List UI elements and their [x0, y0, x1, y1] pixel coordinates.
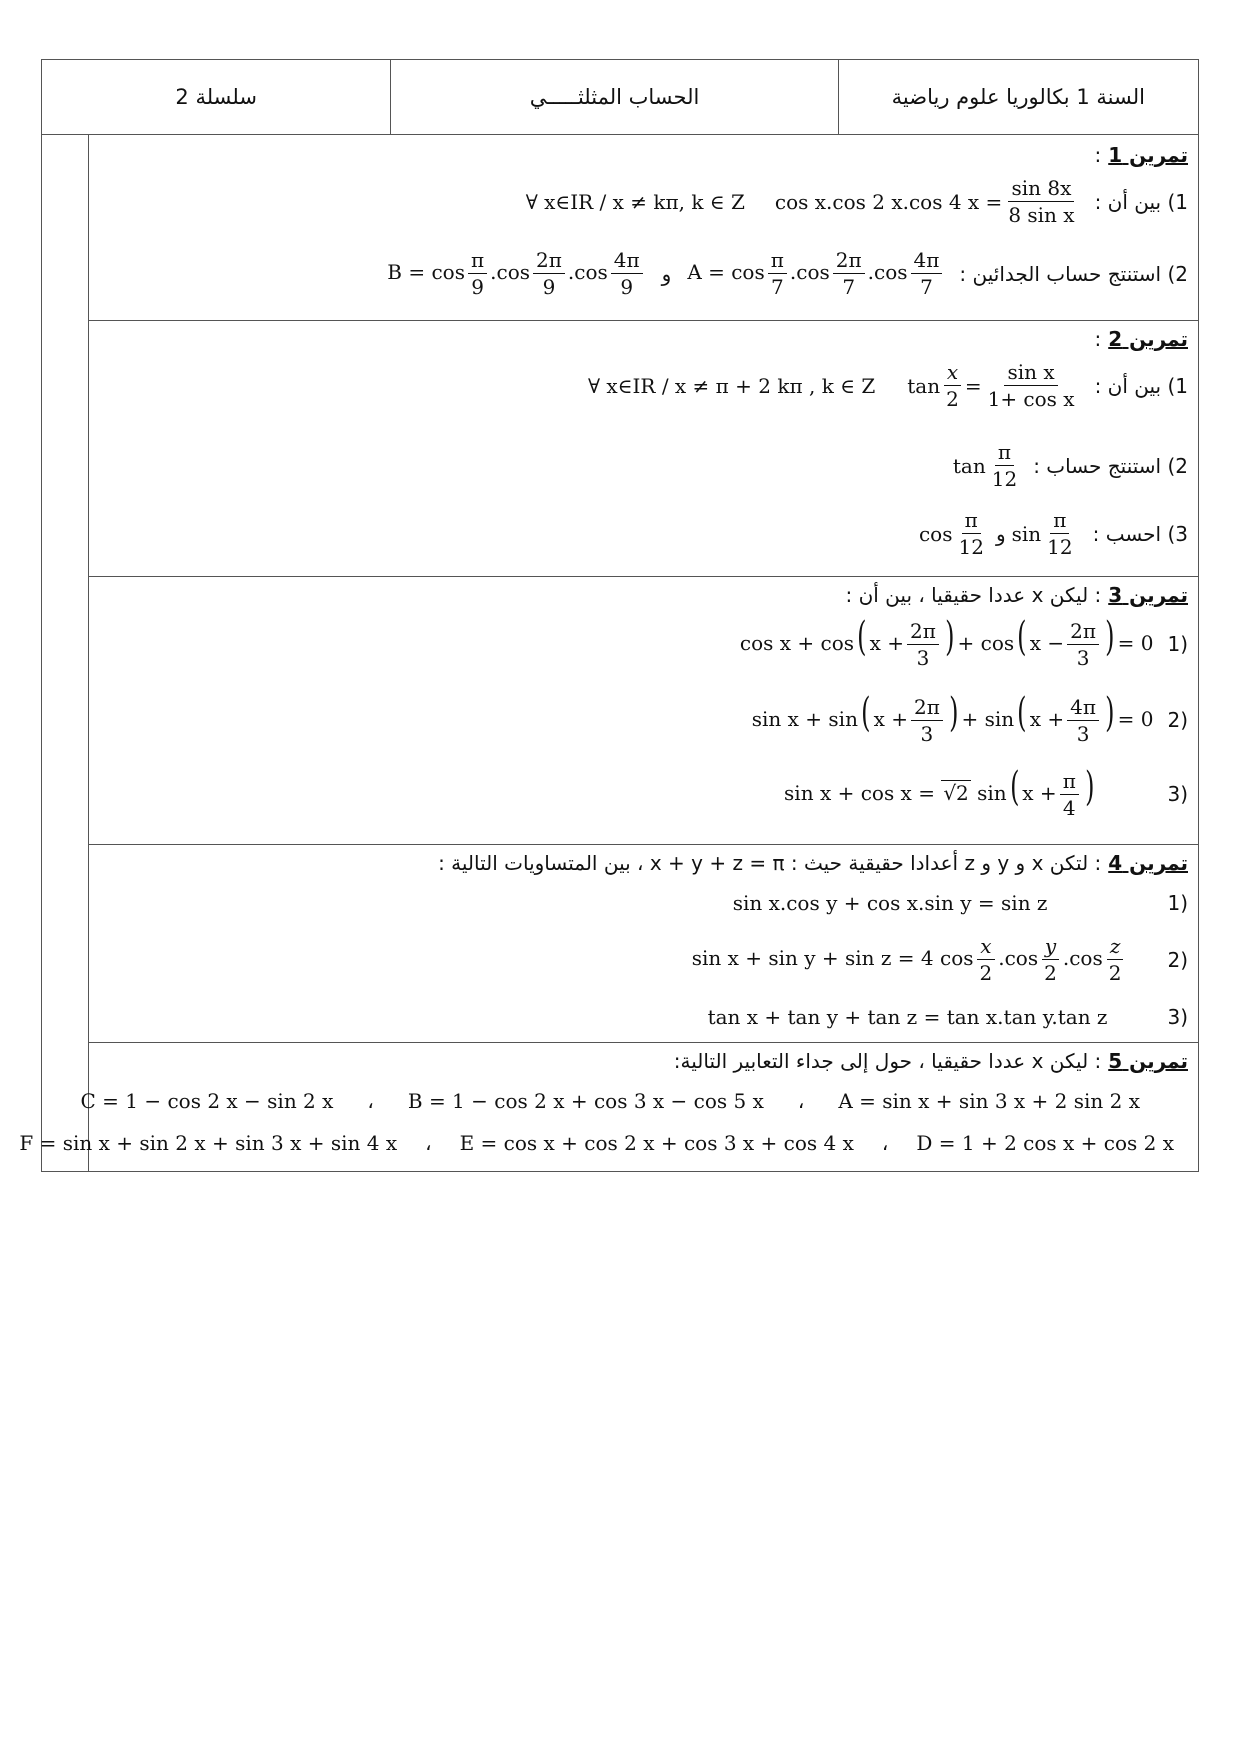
ex1-question-1 — [526, 175, 1188, 228]
ex3-equation-3: sin x + cos x = √2 sin( x + $\frac{\pi}{4}$ ) 3) — [784, 764, 1188, 820]
exercise-3-title: تمرين 3 : ليكن x عددا حقيقيا ، بين أن : — [845, 583, 1188, 607]
ex4-equation-2: sin x + sin y + sin z = 4 cos $\frac{x}{2}$ .cos $\frac{y}{2}$ .cos $\frac{z}{2}$ 2) — [691, 934, 1188, 985]
ex2-question-3: cos $\frac{\pi}{12}$ و sin $\frac{\pi}{12}$ 3) احسب : — [918, 508, 1188, 559]
exercises-table — [19, 135, 1199, 1172]
header-table — [41, 59, 1199, 135]
ex4-label-2: 2) — [1167, 947, 1188, 972]
ex1-q2-label: 2) استنتج حساب الجدائين : — [959, 261, 1188, 286]
ex1-q1-label: 1) بين أن : — [1094, 189, 1188, 214]
ex3-label-1: 1) — [1167, 632, 1188, 656]
ex5-row-1: C = 1 − cos 2 x − sin 2 x ، B = 1 − cos 2 x + cos 3 x − cos 5 x ، A = sin x + sin 3 x + 2 sin 2 x — [80, 1089, 1140, 1113]
ex1-q1-condition: ∀ x∈IR / x ≠ kπ, k ∈ Z — [525, 189, 745, 214]
ex5-expr-F: F = sin x + sin 2 x + sin 3 x + sin 4 x — [19, 1131, 398, 1155]
ex2-q1-condition: ∀ x∈IR / x ≠ π + 2 kπ , k ∈ Z — [588, 373, 876, 398]
worksheet — [19, 59, 1199, 1172]
ex2-q3-cos: cos — [918, 521, 953, 546]
ex5-row-2: F = sin x + sin 2 x + sin 3 x + sin 4 x ، E = cos x + cos 2 x + cos 3 x + cos 4 x ، D = 1 + 2 cos x + cos 2 x — [19, 1131, 1174, 1155]
ex2-q1-tan: tan — [907, 373, 941, 398]
ex4-label-3: 3) — [1167, 1005, 1188, 1029]
ex2-q1-half-fraction: $\frac{x}{2}$ — [943, 359, 962, 412]
ex2-question-2 — [953, 439, 1188, 492]
ex2-q3-sin: sin — [1011, 521, 1042, 546]
ex5-expr-A: A = sin x + sin 3 x + 2 sin 2 x — [838, 1089, 1140, 1113]
ex2-q2-tan: tan — [952, 453, 986, 478]
ex3-equation-1: cos x + cos( x + $\frac{2\pi}{3}$ ) + cos( x − $\frac{2\pi}{3}$ ) = 0 1) — [739, 614, 1188, 670]
exercise-4-title: تمرين 4 : لتكن x و y و z أعدادا حقيقية حيث : x + y + z = π ، بين المتساويات التالية : — [438, 851, 1188, 875]
exercise-4 — [89, 845, 1198, 1043]
ex2-q1-label: 1) بين أن : — [1094, 373, 1188, 398]
ex2-question-1 — [588, 359, 1188, 412]
exercise-5-title: تمرين 5 : ليكن x عددا حقيقيا ، حول إلى جداء التعابير التالية: — [673, 1049, 1188, 1073]
ex2-q2-fraction: $\frac{\pi}{12}$ — [991, 440, 1018, 491]
exercise-2-title: تمرين 2 : — [1094, 327, 1188, 351]
ex2-q1-equals: = — [964, 373, 982, 398]
ex5-expr-C: C = 1 − cos 2 x − sin 2 x — [80, 1089, 334, 1113]
ex1-q1-fraction: $\frac{\sin 8x}{\text{8 sin x}}$ — [1008, 176, 1075, 227]
ex4-label-1: 1) — [1167, 891, 1188, 915]
exercise-5 — [19, 1043, 1198, 1171]
exercise-1-title: تمرين 1 : — [1094, 143, 1188, 167]
ex4-equation-3: tan x + tan y + tan z = tan x.tan y.tan z 3) — [707, 1005, 1188, 1029]
ex3-label-3: 3) — [1167, 782, 1188, 806]
ex5-expr-E: E = cos x + cos 2 x + cos 3 x + cos 4 x — [459, 1131, 854, 1155]
ex2-q3-label: 3) احسب : — [1092, 521, 1188, 546]
header-level: السنة 1 بكالوريا علوم رياضية — [838, 60, 1198, 134]
ex2-q2-label: 2) استنتج حساب : — [1033, 453, 1188, 478]
header-series: سلسلة 2 — [175, 85, 257, 109]
exercises-column — [19, 135, 1198, 1171]
ex1-q2-and: و — [661, 261, 672, 286]
ex1-q1-lhs: cos x.cos 2 x.cos 4 x = — [774, 189, 1003, 214]
header-subject: الحساب المثلثـــــي — [390, 60, 837, 134]
left-margin-column — [42, 135, 89, 1171]
ex2-q3-and: و — [995, 521, 1006, 546]
ex5-expr-B: B = 1 − cos 2 x + cos 3 x − cos 5 x — [407, 1089, 764, 1113]
ex1-question-2 — [387, 247, 1188, 300]
ex3-label-2: 2) — [1167, 708, 1188, 732]
ex2-q1-fraction: $\frac{\text{sin x}}{\text{1+ cos x}}$ — [987, 360, 1075, 411]
ex1-q2-A: A = cos $\frac{\pi}{7}$ .cos $\frac{2\pi}{7}$ .cos $\frac{4\pi}{7}$ — [687, 247, 945, 300]
exercise-3 — [89, 577, 1198, 845]
ex4-equation-1: sin x.cos y + cos x.sin y = sin z 1) — [732, 891, 1188, 915]
exercise-2 — [89, 321, 1198, 577]
ex3-equation-2: sin x + sin( x + $\frac{2\pi}{3}$ ) + sin( x + $\frac{4\pi}{3}$ ) = 0 2) — [751, 690, 1188, 746]
exercise-1 — [89, 135, 1198, 321]
ex5-expr-D: D = 1 + 2 cos x + cos 2 x — [916, 1131, 1174, 1155]
ex1-q2-B: B = cos $\frac{\pi}{9}$ .cos $\frac{2\pi}{9}$ .cos $\frac{4\pi}{9}$ — [387, 247, 645, 300]
